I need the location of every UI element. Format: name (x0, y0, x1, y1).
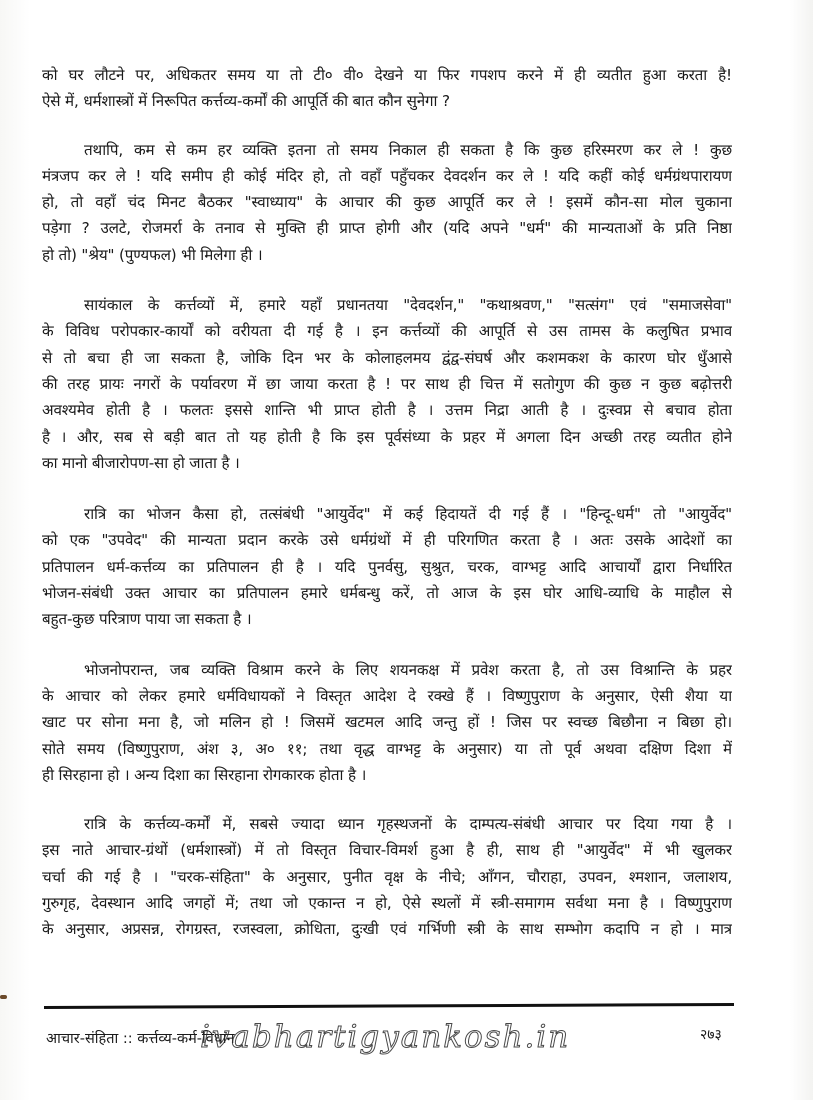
body-text (42, 62, 732, 967)
text-line: भोजन-संबंधी उक्त आचार का प्रतिपालन हमारे धर्मबन्धु करें, तो आज के इस घोर आधि-व्याधि के माहौल से (42, 584, 732, 603)
text-line: के विविध परोपकार-कार्यों को वरीयता दी गई है । इन कर्त्तव्यों की आपूर्ति से उस तामस के कलुषित प्रभाव (42, 322, 732, 341)
text-line: के अनुसार, अप्रसन्न, रोगग्रस्त, रजस्वला, क्रोधिता, दुःखी एवं गर्भिणी स्त्री के साथ सम्भोग कदापि न हो । मात्र (42, 920, 732, 939)
paragraph-1 (42, 62, 732, 115)
text-line: की तरह प्रायः नगरों के पर्यावरण में छा जाया करता है ! पर साथ ही चित्त में सतोगुण की कुछ न कुछ बढ़ोत्तरी (42, 374, 732, 393)
text-line: है । और, सब से बड़ी बात तो यह होती है कि इस पूर्वसंध्या के प्रहर में अगला दिन अच्छी तरह व्यतीत होने (42, 427, 732, 446)
paragraph-4 (42, 501, 732, 632)
running-title: आचार-संहिता :: कर्त्तव्य-कर्म-विधान (46, 1031, 235, 1047)
text-line: तथापि, कम से कम हर व्यक्ति इतना तो समय निकाल ही सकता है कि कुछ हरिस्मरण कर ले ! कुछ (84, 140, 732, 159)
paragraph-3 (42, 292, 732, 476)
text-line: भोजनोपरान्त, जब व्यक्ति विश्राम करने के लिए शयनकक्ष में प्रवेश करता है, तो उस विश्रान्ति के प्रहर (84, 660, 732, 679)
text-line: अवश्यमेव होती है । फलतः इससे शान्ति भी प्राप्त होती है । उत्तम निद्रा आती है । दुःस्वप्न से बचाव होता (42, 401, 732, 420)
text-line: हो, तो वहाँ चंद मिनट बैठकर "स्वाध्याय" के आचार की कुछ आपूर्ति कर ले ! इसमें कौन-सा मोल चुकाना (42, 193, 732, 212)
text-line: मंत्रजप कर ले ! यदि समीप ही कोई मंदिर हो, तो वहाँ पहुँचकर देवदर्शन कर ले ! यदि कहीं कोई धर्मग्रंथपारायण (42, 166, 732, 185)
text-line: ही सिरहाना हो । अन्य दिशा का सिरहाना रोगकारक होता है । (42, 765, 367, 784)
text-line: ऐसे में, धर्मशास्त्रों में निरूपित कर्त्तव्य-कर्मों की आपूर्ति की बात कौन सुनेगा ? (42, 92, 450, 111)
text-line: रात्रि का भोजन कैसा हो, तत्संबंधी "आयुर्वेद" में कई हिदायतें दी गई हैं । "हिन्दू-धर्म" तो "आयुर्वेद" (84, 505, 732, 524)
text-line: का मानो बीजारोपण-सा हो जाता है । (42, 453, 240, 472)
page-number: २७३ (700, 1027, 722, 1043)
footer-rule (44, 1003, 734, 1009)
text-line: के आचार को लेकर हमारे धर्मविधायकों ने विस्तृत आदेश दे रक्खे हैं । विष्णुपुराण के अनुसार, ऐसी शैया या (42, 686, 732, 705)
text-line: खाट पर सोना मना है, जो मलिन हो ! जिसमें खटमल आदि जन्तु हों ! जिस पर स्वच्छ बिछौना न बिछा हो। (42, 713, 732, 732)
text-line: से तो बचा ही जा सकता है, जोकि दिन भर के कोलाहलमय द्वंद्व-संघर्ष और कशमकश के कारण घोर धुँआसे (42, 348, 732, 367)
text-line: चर्चा की गई है । "चरक-संहिता" के अनुसार, पुनीत वृक्ष के नीचे; आँगन, चौराहा, उपवन, श्मशान, जलाशय, (42, 867, 732, 886)
text-line: सोते समय (विष्णुपुराण, अंश ३, अ० ११; तथा वृद्ध वाग्भट्ट के अनुसार) या तो पूर्व अथवा दक्षिण दिशा में (42, 739, 732, 758)
text-line: को घर लौटने पर, अधिकतर समय या तो टी० वी० देखने या फिर गपशप करने में ही व्यतीत हुआ करता है! (42, 66, 732, 84)
text-line: रात्रि के कर्त्तव्य-कर्मों में, सबसे ज्यादा ध्यान गृहस्थजनों के दाम्पत्य-संबंधी आचार पर दिया गया है । (84, 815, 732, 834)
text-line: हो तो) "श्रेय" (पुण्यफल) भी मिलेगा ही । (42, 245, 263, 264)
text-line: को एक "उपवेद" की मान्यता प्रदान करके उसे धर्मग्रंथों में ही परिगणित करता है । अतः उसके आदेशों का (42, 531, 732, 550)
text-line: प्रतिपालन धर्म-कर्त्तव्य का प्रतिपालन ही है । यदि पुनर्वसु, सुश्रुत, चरक, वाग्भट्ट आदि आचार्यों द्वारा निर्धारित (42, 557, 732, 576)
text-line: सायंकाल के कर्त्तव्यों में, हमारे यहाँ प्रधानतया "देवदर्शन," "कथाश्रवण," "सत्संग" एवं "समाजसेवा" (84, 296, 732, 315)
text-line: गुरुगृह, देवस्थान आदि जगहों में; तथा जो एकान्त न हो, ऐसे स्थलों में स्त्री-समागम सर्वथा मना है । विष्णुपुराण (42, 894, 732, 913)
text-line: पड़ेगा ? उलटे, रोजमर्रा के तनाव से मुक्ति ही प्राप्त होगी और (यदि अपने "धर्म" की मान्यताओं के प्रति निष्ठा (42, 219, 732, 238)
paragraph-5 (42, 657, 732, 788)
text-line: इस नाते आचार-ग्रंथों (धर्मशास्त्रों) में तो विस्तृत विचार-विमर्श हुआ है ही, साथ ही "आयुर्वेद" में भी खुलकर (42, 841, 732, 860)
page-edge-mark (0, 995, 7, 999)
text-line: बहुत-कुछ परित्राण पाया जा सकता है । (42, 610, 252, 629)
paragraph-6 (42, 811, 732, 942)
paragraph-2 (42, 137, 732, 268)
watermark: ivabhartigyankosh.in (200, 1019, 571, 1055)
